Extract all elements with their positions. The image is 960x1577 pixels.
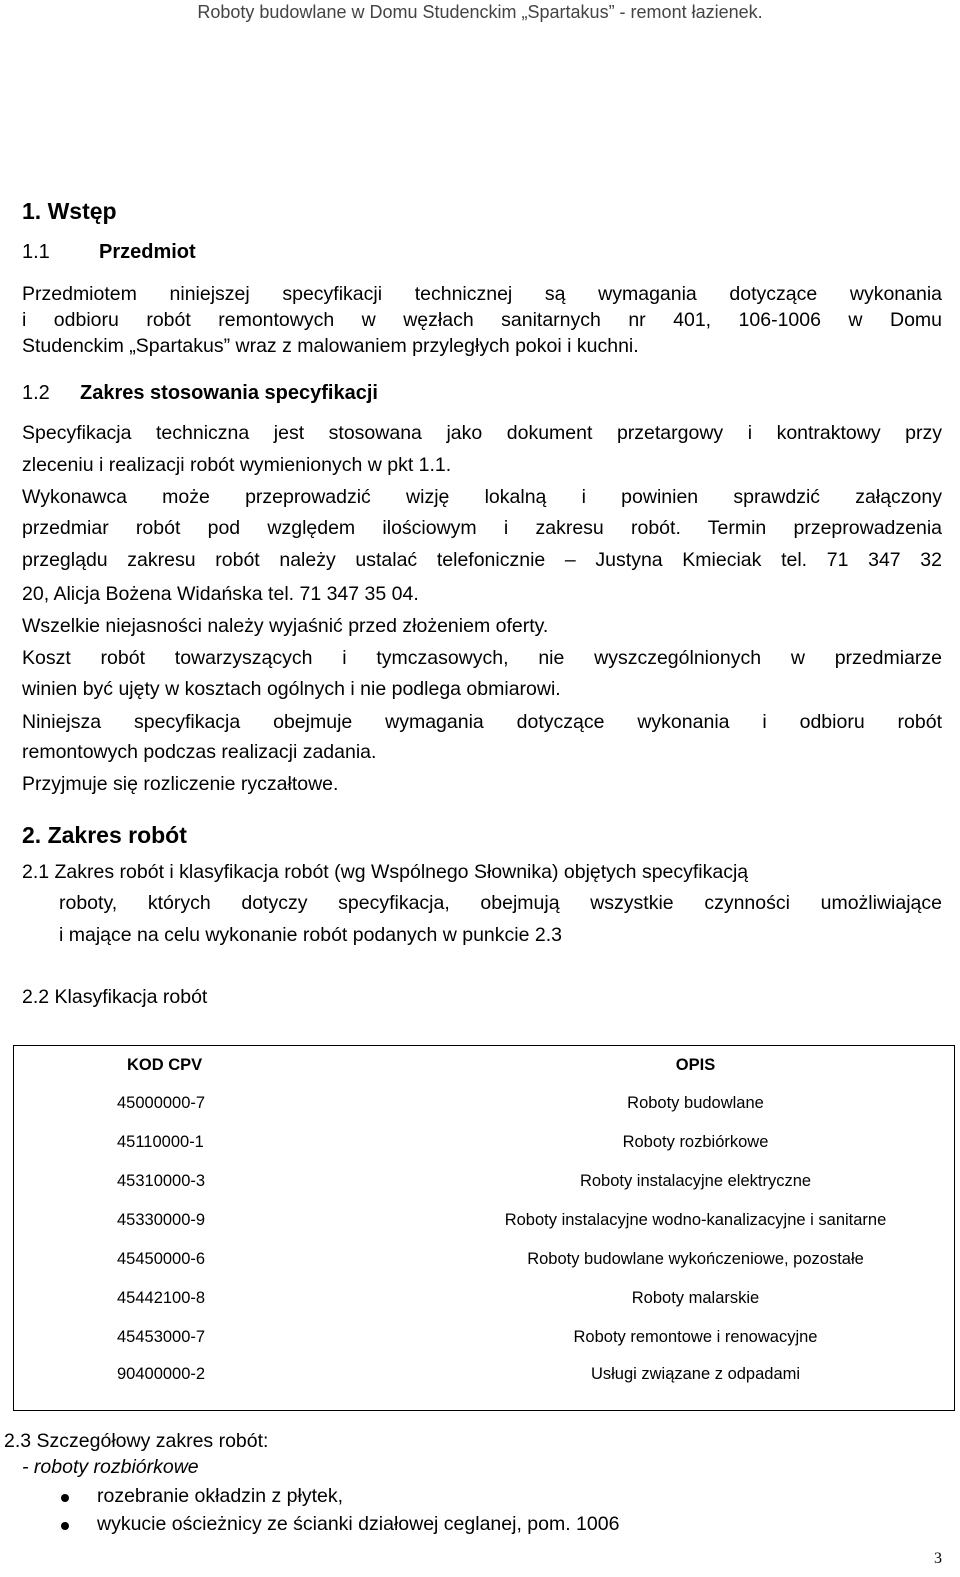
running-header: Roboty budowlane w Domu Studenckim „Spartakus” - remont łazienek.: [197, 2, 763, 22]
cpv-code-cell: 45330000-9: [117, 1211, 206, 1229]
cpv-code-cell: 45110000-1: [117, 1133, 204, 1151]
para2-line-5: przeglądu zakresu robót należy ustalać telefonicznie – Justyna Kmieciak tel. 71 347 32: [22, 549, 942, 571]
bullet-item-1: rozebranie okładzin z płytek,: [97, 1485, 344, 1507]
bullet-icon: [61, 1522, 69, 1530]
para2-line-3: Wykonawca może przeprowadzić wizję lokalną i powinien sprawdzić załączony: [22, 486, 942, 508]
cpv-code-cell: 45442100-8: [117, 1289, 206, 1307]
table-row: [14, 1162, 955, 1201]
table-row: [14, 1240, 955, 1279]
para1-line-1: Przedmiotem niniejszej specyfikacji technicznej są wymagania dotyczące wykonania: [22, 283, 942, 305]
cpv-description-cell: Roboty instalacyjne elektryczne: [579, 1172, 812, 1190]
cpv-code-cell: 90400000-2: [117, 1365, 206, 1383]
para2-line-10: Niniejsza specyfikacja obejmuje wymagania dotyczące wykonania i odbioru robót: [22, 711, 942, 733]
bullet-icon: [61, 1494, 69, 1502]
para2-line-11: remontowych podczas realizacji zadania.: [22, 741, 377, 763]
bullet-item-2: wykucie ościeżnicy ze ścianki działowej ceglanej, pom. 1006: [97, 1513, 620, 1535]
cpv-description-cell: Roboty budowlane wykończeniowe, pozostałe: [527, 1250, 864, 1268]
table-row: [14, 1279, 955, 1318]
subsection-1-2-number: 1.2: [22, 382, 50, 404]
subsection-1-1-title: Przedmiot: [99, 241, 196, 263]
subsection-1-2-title: Zakres stosowania specyfikacji: [80, 382, 378, 404]
dash-item-roboty-rozbiorkowe: - roboty rozbiórkowe: [22, 1456, 199, 1478]
table-row: [14, 1123, 955, 1162]
para-2-1-line-2: roboty, których dotyczy specyfikacja, obejmują wszystkie czynności umożliwiające: [59, 892, 942, 914]
para-2-1-line-1: 2.1 Zakres robót i klasyfikacja robót (wg Wspólnego Słownika) objętych specyfikacją: [22, 861, 749, 883]
cpv-classification-table: [13, 1045, 955, 1411]
para2-line-2: zleceniu i realizacji robót wymienionych w pkt 1.1.: [22, 454, 452, 476]
cpv-description-cell: Roboty malarskie: [631, 1289, 760, 1307]
cpv-description-cell: Roboty budowlane: [627, 1094, 764, 1112]
para2-line-6: 20, Alicja Bożena Widańska tel. 71 347 35 04.: [22, 583, 419, 605]
para-2-1-line-3: i mające na celu wykonanie robót podanych w punkcie 2.3: [59, 924, 562, 946]
para1-line-3: Studenckim „Spartakus” wraz z malowaniem przyległych pokoi i kuchni.: [22, 335, 639, 357]
cpv-description-cell: Roboty remontowe i renowacyjne: [573, 1328, 818, 1346]
para2-line-7: Wszelkie niejasności należy wyjaśnić przed złożeniem oferty.: [22, 615, 549, 637]
section-2-heading: 2. Zakres robót: [22, 822, 187, 848]
cpv-code-cell: 45450000-6: [117, 1250, 206, 1268]
table-row: [14, 1084, 955, 1123]
column-header-kod: KOD CPV: [127, 1055, 203, 1074]
para2-line-9: winien być ujęty w kosztach ogólnych i nie podlega obmiarowi.: [22, 678, 561, 700]
para2-line-8: Koszt robót towarzyszących i tymczasowych, nie wyszczególnionych w przedmiarze: [22, 647, 942, 669]
column-header-opis: OPIS: [675, 1055, 716, 1074]
subsection-1-1-number: 1.1: [22, 241, 50, 263]
table-row: [14, 1318, 955, 1357]
cpv-code-cell: 45453000-7: [117, 1328, 206, 1346]
para2-line-1: Specyfikacja techniczna jest stosowana jako dokument przetargowy i kontraktowy przy: [22, 422, 942, 444]
para2-line-12: Przyjmuje się rozliczenie ryczałtowe.: [22, 773, 339, 795]
cpv-code-cell: 45310000-3: [117, 1172, 206, 1190]
cpv-code-cell: 45000000-7: [117, 1094, 206, 1112]
table-header-row: [14, 1046, 955, 1085]
cpv-description-cell: Usługi związane z odpadami: [590, 1365, 801, 1383]
page-number: 3: [934, 1550, 942, 1567]
para-2-3-heading: 2.3 Szczegółowy zakres robót:: [4, 1430, 269, 1452]
table-row: [14, 1357, 955, 1411]
para1-line-2: i odbioru robót remontowych w węzłach sanitarnych nr 401, 106-1006 w Domu: [22, 309, 942, 331]
cpv-description-cell: Roboty instalacyjne wodno-kanalizacyjne i sanitarne: [504, 1211, 887, 1229]
para-2-2-heading: 2.2 Klasyfikacja robót: [22, 986, 208, 1008]
cpv-description-cell: Roboty rozbiórkowe: [622, 1133, 769, 1151]
section-1-heading: 1. Wstęp: [22, 198, 117, 224]
para2-line-4: przedmiar robót pod względem ilościowym i zakresu robót. Termin przeprowadzenia: [22, 517, 942, 539]
table-row: [14, 1201, 955, 1240]
